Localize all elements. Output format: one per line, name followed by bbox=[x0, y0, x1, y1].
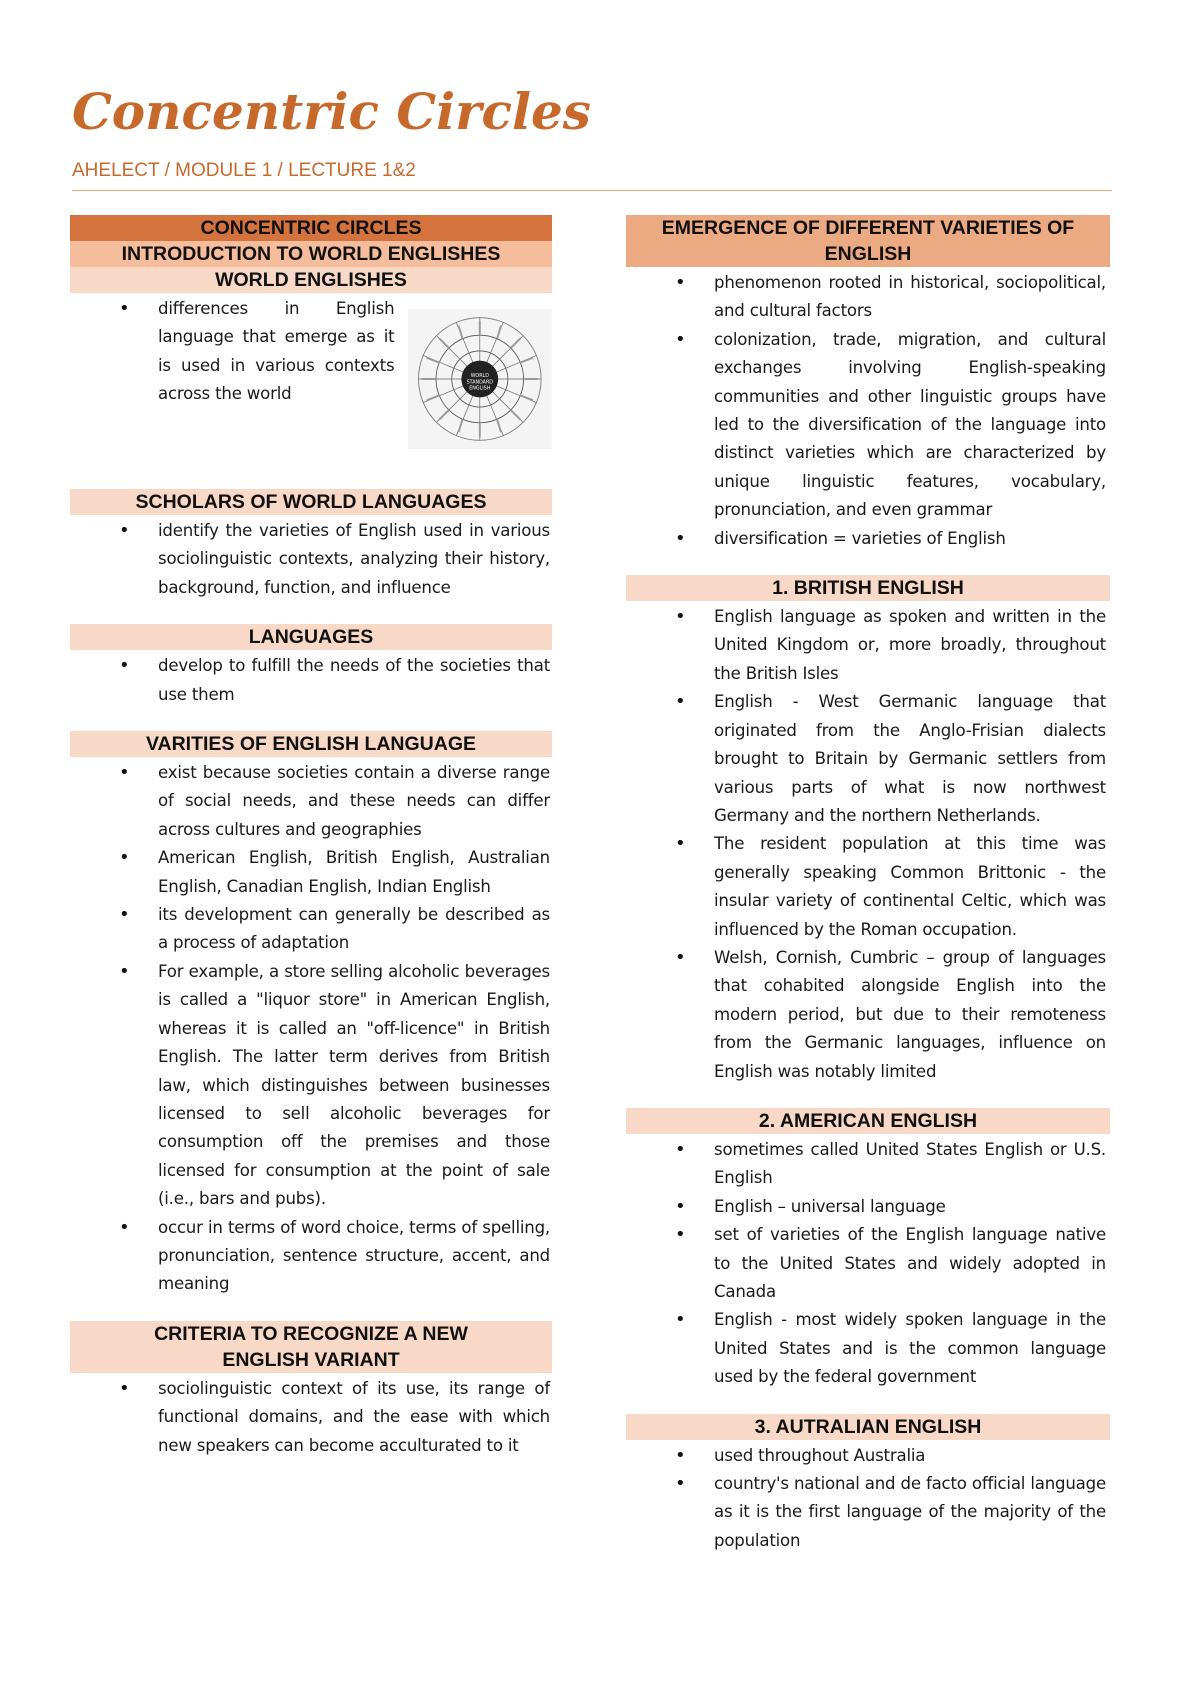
world-englishes-row bbox=[70, 293, 552, 459]
criteria-heading: CRITERIA TO RECOGNIZE A NEW ENGLISH VARIANT bbox=[70, 1321, 552, 1373]
list-item: • set of varieties of the English language native to the United States and widely adopted in Canada bbox=[714, 1221, 1106, 1306]
american-english-section bbox=[626, 1108, 1110, 1392]
header-divider bbox=[72, 190, 1112, 191]
list-item: • Welsh, Cornish, Cumbric – group of languages that cohabited alongside English into the modern period, but due to their remoteness from the Germanic languages, influence on English was notably limited bbox=[714, 944, 1106, 1086]
australian-english-heading: 3. AUTRALIAN ENGLISH bbox=[626, 1414, 1110, 1440]
list-item: • phenomenon rooted in historical, sociopolitical, and cultural factors bbox=[714, 269, 1106, 326]
page-subtitle: AHELECT / MODULE 1 / LECTURE 1&2 bbox=[72, 160, 416, 181]
criteria-list bbox=[70, 1375, 552, 1460]
list-item: • The resident population at this time was generally speaking Common Brittonic - the insular variety of continental Celtic, which was influenced by the Roman occupation. bbox=[714, 830, 1106, 944]
emergence-heading: EMERGENCE OF DIFFERENT VARIETIES OF ENGLISH bbox=[626, 215, 1110, 267]
list-item: • sometimes called United States English or U.S. English bbox=[714, 1136, 1106, 1193]
varieties-heading: VARITIES OF ENGLISH LANGUAGE bbox=[70, 731, 552, 757]
page-title: Concentric Circles bbox=[72, 82, 591, 141]
world-englishes-list bbox=[70, 295, 394, 459]
emergence-list bbox=[626, 269, 1110, 553]
list-item: • occur in terms of word choice, terms of spelling, pronunciation, sentence structure, accent, and meaning bbox=[158, 1214, 550, 1299]
list-item: • develop to fulfill the needs of the societies that use them bbox=[158, 652, 550, 709]
list-item: • colonization, trade, migration, and cultural exchanges involving English-speaking communities and other linguistic groups have led to the diversification of the language into distinct varieties which are characterized by unique linguistic features, vocabulary, pronunciation, and even grammar bbox=[714, 326, 1106, 525]
list-item: • English – universal language bbox=[714, 1193, 1106, 1221]
australian-english-list bbox=[626, 1442, 1110, 1556]
scholars-heading: SCHOLARS OF WORLD LANGUAGES bbox=[70, 489, 552, 515]
svg-text:WORLD: WORLD bbox=[471, 374, 490, 380]
list-item: • diversification = varieties of English bbox=[714, 525, 1106, 553]
world-englishes-heading: WORLD ENGLISHES bbox=[70, 267, 552, 293]
varieties-list bbox=[70, 759, 552, 1299]
intro-world-englishes-heading: INTRODUCTION TO WORLD ENGLISHES bbox=[70, 241, 552, 267]
languages-heading: LANGUAGES bbox=[70, 624, 552, 650]
world-englishes-section bbox=[70, 215, 552, 459]
languages-section bbox=[70, 624, 552, 709]
list-item: • English language as spoken and written in the United Kingdom or, more broadly, throughout the British Isles bbox=[714, 603, 1106, 688]
svg-text:STANDARD: STANDARD bbox=[467, 380, 494, 386]
american-english-list bbox=[626, 1136, 1110, 1392]
list-item: • American English, British English, Australian English, Canadian English, Indian English bbox=[158, 844, 550, 901]
american-english-heading: 2. AMERICAN ENGLISH bbox=[626, 1108, 1110, 1134]
list-item: • differences in English language that emerge as it is used in various contexts across the world bbox=[158, 295, 394, 409]
svg-text:ENGLISH: ENGLISH bbox=[469, 386, 491, 392]
list-item: • English - West Germanic language that originated from the Anglo-Frisian dialects brought to Britain by Germanic settlers from various parts of what is now northwest Germany and the northern Netherlands. bbox=[714, 688, 1106, 830]
list-item: • English - most widely spoken language in the United States and is the common language used by the federal government bbox=[714, 1306, 1106, 1391]
australian-english-section bbox=[626, 1414, 1110, 1556]
list-item: • its development can generally be described as a process of adaptation bbox=[158, 901, 550, 958]
list-item: • used throughout Australia bbox=[714, 1442, 1106, 1470]
left-column bbox=[70, 215, 552, 1482]
scholars-list bbox=[70, 517, 552, 602]
varieties-section bbox=[70, 731, 552, 1299]
list-item: • exist because societies contain a diverse range of social needs, and these needs can differ across cultures and geographies bbox=[158, 759, 550, 844]
concentric-circles-heading: CONCENTRIC CIRCLES bbox=[70, 215, 552, 241]
british-english-list bbox=[626, 603, 1110, 1086]
british-english-heading: 1. BRITISH ENGLISH bbox=[626, 575, 1110, 601]
languages-list bbox=[70, 652, 552, 709]
british-english-section bbox=[626, 575, 1110, 1086]
right-column bbox=[626, 215, 1110, 1577]
list-item: • identify the varieties of English used in various sociolinguistic contexts, analyzing their history, background, function, and influence bbox=[158, 517, 550, 602]
criteria-section bbox=[70, 1321, 552, 1460]
list-item: • For example, a store selling alcoholic beverages is called a "liquor store" in American English, whereas it is called an "off-licence" in British English. The latter term derives from British law, which distinguishes between businesses licensed to sell alcoholic beverages for consumption off the premises and those licensed for consumption at the point of sale (i.e., bars and pubs). bbox=[158, 958, 550, 1214]
scholars-section bbox=[70, 489, 552, 602]
emergence-section bbox=[626, 215, 1110, 553]
list-item: • sociolinguistic context of its use, its range of functional domains, and the ease with which new speakers can become acculturated to it bbox=[158, 1375, 550, 1460]
list-item: • country's national and de facto official language as it is the first language of the majority of the population bbox=[714, 1470, 1106, 1555]
world-englishes-circle-diagram bbox=[408, 299, 552, 459]
